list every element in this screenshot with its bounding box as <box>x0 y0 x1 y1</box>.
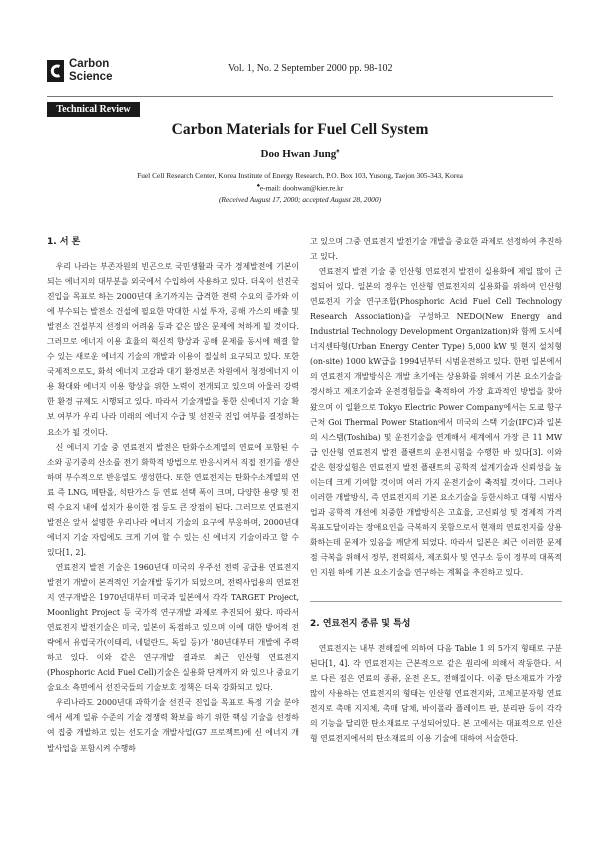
journal-logo <box>47 58 167 84</box>
body-paragraph: 신 에너지 기술 중 연료전지 발전은 탄화수소계열의 연료에 포함된 수소와 공기중의 산소를 전기 화학적 방법으로 반응시켜서 직접 전기를 생산하며 부수적으로 반응열도 생성한다. 또한 연료전지는 탄화수소계열의 연료 즉 LNG, 메탄올, 석탄가스 등 연료 선택 폭이 크며, 다양한 용량 및 전력 수요지 내에 설치가 용이한 점 등도 큰 장점이 된다. 그러므로 연료전지 발전은 앞서 설명한 우리나라 에너지 기술의 요구에 부응하며, 2000년대 에너지 기술 자립에도 크게 기여 할 수 있는 신 에너지 기술이라고 할 수 있다[1, 2]. <box>47 442 299 557</box>
body-paragraph: 우리 나라는 부존자원의 빈곤으로 국민생활과 국가 경제발전에 기본이 되는 에너지의 대부분을 외국에서 수입하여 사용하고 있다. 더욱이 선진국 진입을 목표로 하는 2000년대 초기까지는 급격한 전력 수요의 증가와 이에 부수되는 발전소 건설에 필요한 막대한 시설 투자, 공해 가스의 배출 및 발전소 건설부지 선정의 어려움 등과 같은 많은 문제에 처하게 될 것이다. 그러므로 에너지 이용 효율의 혁신적 향상과 공해 문제를 동시에 해결 할 수 있는 새로운 에너지 기술의 개발과 이용이 절실히 요구되고 있다. 또한 국제적으로도, 화석 에너지 고갈과 대기 환경보존 차원에서 청정에너지 이용 확대와 에너지 이용 향상을 위한 노력이 전개되고 있으며 아울러 강력한 환경 규제도 시행되고 있다. 따라서 기술개발을 통한 신에너지 기술 확보 여부가 우리 나라 미래의 에너지 수급 및 선진국 진입 여부를 결정하는 요소가 될 것이다. <box>47 262 299 437</box>
article-type-badge: Technical Review <box>47 102 140 117</box>
author-line <box>0 148 600 160</box>
header-rule <box>47 96 553 97</box>
body-paragraph: 연료전지 발전 기술 중 인산형 연료전지 발전이 실용화에 제일 많이 근접되어 있다. 일본의 경우는 인산형 연료전지의 실용화를 위하여 인산형 연료전지 기술 연구조합(Phosphoric Acid Fuel Cell Technology Research Association)을 구성하고 NEDO(New Energy and Industrial Technology Development Organization)와 함께 도시에너지센타형(Urban Energy Center Type) 5,000 kW 및 현지 설치형(on-site) 1000 kW급을 1994년부터 시범운전하고 있다. 한편 일본에서의 연료전지 개발방식은 개발 초기에는 상용화를 위해서 기본 요소기술을 경시하고 제조기술과 운전경험들을 축적하여 가장 효과적인 방법을 찾아왔으며 이 일환으로 Tokyo Electric Power Company에서는 도쿄 항구 근처 Goi Thermal Power Station에서 미국의 스택 기술(IFC)과 일본의 시스템(Toshiba) 및 운전기술을 연계해서 세계에서 가장 큰 11 MW급 인산형 연료전지 발전 플랜트의 운전시험을 수행한 바 있다[3]. 이와 같은 현장실험은 연료전지 발전 플랜트의 공학적 설계기술과 신뢰성을 높이는데 크게 기여할 것이며 여러 가지 운전기술이 축적될 것이다. 그러나 이러한 개발방식, 즉 연료전지의 기본 요소기술을 등한시하고 대형 시범사업과 공학적 개선에 치중한 개발방식은 고효율, 고신뢰성 및 경제적 가격 목표도달이라는 장애요인을 극복하지 못함으로서 현재의 연료전지를 상용화하는데 문제가 있음을 깨닫게 되었다. 따라서 일본은 최근 이러한 문제점 극복을 위해서 정부, 전력회사, 제조회사 및 연구소 등이 정부의 대폭적인 지원 하에 기본 요소기술을 연구하는 계획을 추진하고 있다. <box>310 267 562 578</box>
logo-line-1: Carbon <box>69 58 110 70</box>
author-name: Doo Hwan Jung <box>260 148 337 160</box>
carbon-science-logo-icon <box>47 60 64 82</box>
body-paragraph: 연료전지는 내부 전해질에 의하여 다음 Table 1 의 5가지 형태로 구분된다[1, 4]. 각 연료전지는 근본적으로 같은 원리에 의해서 작동한다. 서로 다른 점은 연료의 종류, 운전 온도, 전해질이다. 이중 탄소재료가 가장 많이 사용하는 연료전지의 형태는 인산형 연료전지와, 고체고분자형 연료전지로 촉매 지지체, 촉매 담체, 바이폴라 플레이트 판, 분리판 등이 각각의 기능을 달리한 탄소재료로 구성되어있다. 본 고에서는 대표적으로 인산형 연료전지에서의 탄소재료의 이용 기술에 대하여 서술한다. <box>310 644 562 744</box>
email-mark: ♠ <box>256 183 260 189</box>
right-column <box>310 234 562 746</box>
body-paragraph: 고 있으며 그중 연료전지 발전기술 개발을 중요한 과제로 선정하여 추진하고 있다. <box>310 237 562 262</box>
logo-line-2: Science <box>69 70 113 83</box>
section-1-title: 1. 서 론 <box>47 237 81 247</box>
author-email: e-mail: doohwan@kier.re.kr <box>259 183 344 193</box>
author-email-line <box>0 183 600 192</box>
journal-info: Vol. 1, No. 2 September 2000 pp. 98-102 <box>228 63 393 74</box>
body-paragraph: 연료전지 발전 기술은 1960년대 미국의 우주선 전력 공급용 연료전지 발전기 개발이 본격적인 기술개발 동기가 되었으며, 전력사업용의 연료전지 연구개발은 1970년대부터 미국과 일본에서 각각 TARGET Project, Moonlight Project 등 국가적 연구개발 과제로 추진되어 왔다. 따라서 연료전지 발전기술은 미국, 일본이 독점하고 있으며 이에 대한 방어적 전략에서 유럽국가(이태리, 네덜란드, 독일 등)가 '80년대부터 개발에 주력하고 있다. 이와 같은 연구개발 결과로 최근 인산형 연료전지(Phosphoric Acid Fuel Cell)기술은 실용화 단계까지 와 있으나 중요기술요소 측면에서 선진국들의 기술보호 정책은 더욱 강화되고 있다. <box>47 562 299 693</box>
body-paragraph: 우리나라도 2000년대 과학기술 선진국 진입을 목표로 특정 기술 분야에서 세계 일류 수준의 기술 경쟁력 확보를 하기 위한 핵심 기술을 선정하여 집중 개발하고 있는 선도기술 개발사업(G7 프로젝트)에 신 에너지 개발사업을 포함시켜 수행하 <box>47 698 299 753</box>
section-divider <box>310 601 562 602</box>
paper-title: Carbon Materials for Fuel Cell System <box>171 121 429 138</box>
received-dates: (Received August 17, 2000; accepted August 28, 2000) <box>218 195 382 204</box>
logo-text <box>69 58 112 83</box>
section-2-title: 2. 연료전지 종류 및 특성 <box>310 619 411 630</box>
author-mark: ♠ <box>336 148 340 155</box>
left-column <box>47 234 299 756</box>
affiliation: Fuel Cell Research Center, Korea Institute of Energy Research, P.O. Box 103, Yusong, Taejon 305-343, Korea <box>137 171 463 180</box>
